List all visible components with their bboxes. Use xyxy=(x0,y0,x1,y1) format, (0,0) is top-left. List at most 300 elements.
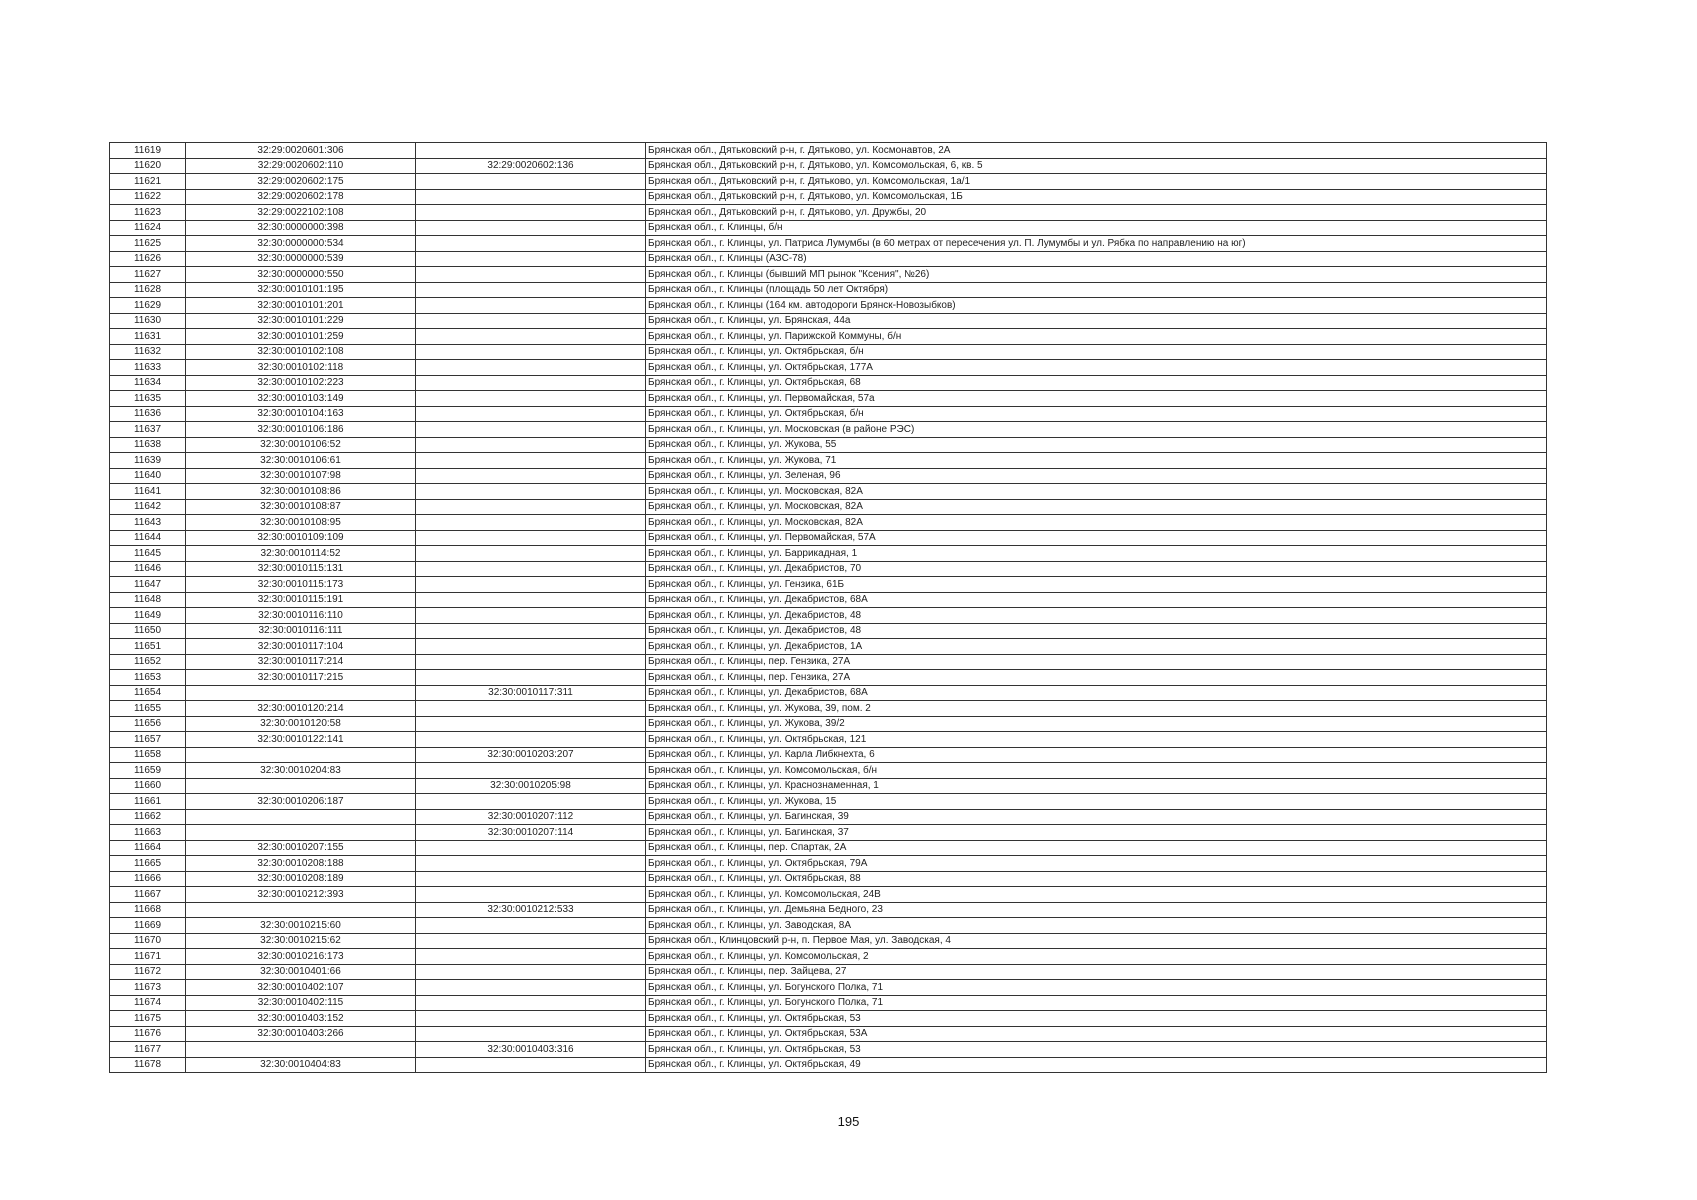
cadastral-number-cell: 32:30:0010120:58 xyxy=(186,716,416,732)
table-row xyxy=(110,778,1547,794)
property-table xyxy=(109,142,1547,1073)
row-number-cell: 11665 xyxy=(110,856,186,872)
building-cadastral-number-cell xyxy=(416,639,646,655)
address-cell: Брянская обл., г. Клинцы, ул. Жукова, 55 xyxy=(646,437,1547,453)
table-row xyxy=(110,685,1547,701)
cadastral-number-cell: 32:30:0010212:393 xyxy=(186,887,416,903)
cadastral-number-cell: 32:30:0010403:266 xyxy=(186,1026,416,1042)
building-cadastral-number-cell xyxy=(416,577,646,593)
building-cadastral-number-cell xyxy=(416,1057,646,1073)
row-number-cell: 11631 xyxy=(110,329,186,345)
row-number-cell: 11663 xyxy=(110,825,186,841)
building-cadastral-number-cell xyxy=(416,391,646,407)
cadastral-number-cell: 32:30:0010108:86 xyxy=(186,484,416,500)
table-row xyxy=(110,174,1547,190)
building-cadastral-number-cell xyxy=(416,918,646,934)
table-row xyxy=(110,592,1547,608)
cadastral-number-cell: 32:30:0010114:52 xyxy=(186,546,416,562)
table-row xyxy=(110,313,1547,329)
address-cell: Брянская обл., г. Клинцы, ул. Декабристов, 48 xyxy=(646,623,1547,639)
row-number-cell: 11664 xyxy=(110,840,186,856)
table-row xyxy=(110,158,1547,174)
building-cadastral-number-cell xyxy=(416,406,646,422)
building-cadastral-number-cell xyxy=(416,716,646,732)
cadastral-number-cell: 32:30:0010116:110 xyxy=(186,608,416,624)
address-cell: Брянская обл., г. Клинцы, ул. Демьяна Бедного, 23 xyxy=(646,902,1547,918)
row-number-cell: 11619 xyxy=(110,143,186,159)
address-cell: Брянская обл., г. Клинцы, ул. Октябрьская, 88 xyxy=(646,871,1547,887)
address-cell: Брянская обл., г. Клинцы, ул. Первомайская, 57А xyxy=(646,530,1547,546)
cadastral-number-cell: 32:30:0010206:187 xyxy=(186,794,416,810)
table-row xyxy=(110,918,1547,934)
table-row xyxy=(110,980,1547,996)
building-cadastral-number-cell xyxy=(416,995,646,1011)
row-number-cell: 11650 xyxy=(110,623,186,639)
row-number-cell: 11630 xyxy=(110,313,186,329)
building-cadastral-number-cell xyxy=(416,732,646,748)
row-number-cell: 11643 xyxy=(110,515,186,531)
building-cadastral-number-cell: 32:30:0010203:207 xyxy=(416,747,646,763)
building-cadastral-number-cell xyxy=(416,670,646,686)
row-number-cell: 11634 xyxy=(110,375,186,391)
table-row xyxy=(110,639,1547,655)
address-cell: Брянская обл., Дятьковский р-н, г. Дятьково, ул. Комсомольская, 6, кв. 5 xyxy=(646,158,1547,174)
address-cell: Брянская обл., г. Клинцы, ул. Парижской Коммуны, б/н xyxy=(646,329,1547,345)
row-number-cell: 11673 xyxy=(110,980,186,996)
table-row xyxy=(110,949,1547,965)
address-cell: Брянская обл., г. Клинцы, ул. Гензика, 61Б xyxy=(646,577,1547,593)
row-number-cell: 11647 xyxy=(110,577,186,593)
cadastral-number-cell: 32:30:0010204:83 xyxy=(186,763,416,779)
table-row xyxy=(110,1057,1547,1073)
cadastral-number-cell: 32:30:0010403:152 xyxy=(186,1011,416,1027)
row-number-cell: 11642 xyxy=(110,499,186,515)
address-cell: Брянская обл., г. Клинцы, ул. Комсомольская, 2 xyxy=(646,949,1547,965)
cadastral-number-cell: 32:30:0000000:398 xyxy=(186,220,416,236)
row-number-cell: 11641 xyxy=(110,484,186,500)
cadastral-number-cell: 32:30:0010207:155 xyxy=(186,840,416,856)
row-number-cell: 11640 xyxy=(110,468,186,484)
row-number-cell: 11662 xyxy=(110,809,186,825)
row-number-cell: 11635 xyxy=(110,391,186,407)
table-row xyxy=(110,871,1547,887)
row-number-cell: 11667 xyxy=(110,887,186,903)
address-cell: Брянская обл., г. Клинцы, ул. Октябрьская, 68 xyxy=(646,375,1547,391)
building-cadastral-number-cell xyxy=(416,592,646,608)
building-cadastral-number-cell xyxy=(416,701,646,717)
table-row xyxy=(110,453,1547,469)
cadastral-number-cell: 32:30:0000000:534 xyxy=(186,236,416,252)
building-cadastral-number-cell xyxy=(416,267,646,283)
cadastral-number-cell: 32:30:0000000:539 xyxy=(186,251,416,267)
building-cadastral-number-cell: 32:30:0010205:98 xyxy=(416,778,646,794)
table-row xyxy=(110,763,1547,779)
building-cadastral-number-cell xyxy=(416,453,646,469)
table-row xyxy=(110,298,1547,314)
table-row xyxy=(110,1011,1547,1027)
address-cell: Брянская обл., г. Клинцы, ул. Карла Либкнехта, 6 xyxy=(646,747,1547,763)
address-cell: Брянская обл., г. Клинцы, ул. Багинская, 37 xyxy=(646,825,1547,841)
table-row xyxy=(110,251,1547,267)
table-row xyxy=(110,375,1547,391)
cadastral-number-cell: 32:30:0010101:201 xyxy=(186,298,416,314)
cadastral-number-cell: 32:30:0010117:104 xyxy=(186,639,416,655)
row-number-cell: 11678 xyxy=(110,1057,186,1073)
cadastral-number-cell: 32:30:0010109:109 xyxy=(186,530,416,546)
cadastral-number-cell: 32:30:0010106:52 xyxy=(186,437,416,453)
cadastral-number-cell: 32:30:0010102:118 xyxy=(186,360,416,376)
table-row xyxy=(110,623,1547,639)
building-cadastral-number-cell xyxy=(416,422,646,438)
address-cell: Брянская обл., г. Клинцы, б/н xyxy=(646,220,1547,236)
table-row xyxy=(110,670,1547,686)
table-row xyxy=(110,515,1547,531)
cadastral-number-cell: 32:30:0010108:95 xyxy=(186,515,416,531)
cadastral-number-cell: 32:30:0010115:173 xyxy=(186,577,416,593)
cadastral-number-cell: 32:30:0010402:107 xyxy=(186,980,416,996)
address-cell: Брянская обл., г. Клинцы, ул. Декабристов, 68А xyxy=(646,685,1547,701)
address-cell: Брянская обл., Дятьковский р-н, г. Дятьково, ул. Комсомольская, 1а/1 xyxy=(646,174,1547,190)
building-cadastral-number-cell xyxy=(416,1026,646,1042)
building-cadastral-number-cell xyxy=(416,654,646,670)
cadastral-number-cell: 32:30:0010404:83 xyxy=(186,1057,416,1073)
address-cell: Брянская обл., г. Клинцы, ул. Богунского Полка, 71 xyxy=(646,995,1547,1011)
cadastral-number-cell: 32:29:0020601:306 xyxy=(186,143,416,159)
row-number-cell: 11633 xyxy=(110,360,186,376)
row-number-cell: 11627 xyxy=(110,267,186,283)
address-cell: Брянская обл., г. Клинцы, ул. Октябрьская, 79А xyxy=(646,856,1547,872)
cadastral-number-cell: 32:29:0020602:110 xyxy=(186,158,416,174)
table-row xyxy=(110,484,1547,500)
row-number-cell: 11626 xyxy=(110,251,186,267)
building-cadastral-number-cell xyxy=(416,794,646,810)
cadastral-number-cell: 32:30:0010108:87 xyxy=(186,499,416,515)
building-cadastral-number-cell: 32:29:0020602:136 xyxy=(416,158,646,174)
row-number-cell: 11632 xyxy=(110,344,186,360)
row-number-cell: 11646 xyxy=(110,561,186,577)
cadastral-number-cell xyxy=(186,747,416,763)
address-cell: Брянская обл., г. Клинцы, ул. Московская (в районе РЭС) xyxy=(646,422,1547,438)
building-cadastral-number-cell xyxy=(416,763,646,779)
cadastral-number-cell xyxy=(186,778,416,794)
cadastral-number-cell: 32:29:0020602:175 xyxy=(186,174,416,190)
building-cadastral-number-cell xyxy=(416,174,646,190)
building-cadastral-number-cell xyxy=(416,484,646,500)
building-cadastral-number-cell xyxy=(416,468,646,484)
row-number-cell: 11656 xyxy=(110,716,186,732)
address-cell: Брянская обл., г. Клинцы, ул. Октябрьская, 49 xyxy=(646,1057,1547,1073)
address-cell: Брянская обл., Дятьковский р-н, г. Дятьково, ул. Космонавтов, 2А xyxy=(646,143,1547,159)
row-number-cell: 11645 xyxy=(110,546,186,562)
row-number-cell: 11669 xyxy=(110,918,186,934)
building-cadastral-number-cell xyxy=(416,298,646,314)
address-cell: Брянская обл., г. Клинцы, ул. Октябрьская, 53 xyxy=(646,1042,1547,1058)
address-cell: Брянская обл., г. Клинцы, ул. Октябрьская, б/н xyxy=(646,406,1547,422)
address-cell: Брянская обл., г. Клинцы, ул. Первомайская, 57а xyxy=(646,391,1547,407)
table-row xyxy=(110,716,1547,732)
address-cell: Брянская обл., г. Клинцы (АЗС-78) xyxy=(646,251,1547,267)
cadastral-number-cell: 32:30:0010215:62 xyxy=(186,933,416,949)
cadastral-number-cell: 32:30:0000000:550 xyxy=(186,267,416,283)
cadastral-number-cell: 32:30:0010115:131 xyxy=(186,561,416,577)
building-cadastral-number-cell xyxy=(416,375,646,391)
row-number-cell: 11672 xyxy=(110,964,186,980)
cadastral-number-cell: 32:30:0010208:188 xyxy=(186,856,416,872)
address-cell: Брянская обл., г. Клинцы, пер. Зайцева, 27 xyxy=(646,964,1547,980)
row-number-cell: 11639 xyxy=(110,453,186,469)
cadastral-number-cell: 32:30:0010101:229 xyxy=(186,313,416,329)
cadastral-number-cell: 32:30:0010103:149 xyxy=(186,391,416,407)
table-row xyxy=(110,809,1547,825)
table-row xyxy=(110,282,1547,298)
row-number-cell: 11659 xyxy=(110,763,186,779)
table-body xyxy=(110,143,1547,1073)
table-row xyxy=(110,840,1547,856)
cadastral-number-cell xyxy=(186,685,416,701)
table-row xyxy=(110,964,1547,980)
table-row xyxy=(110,1026,1547,1042)
building-cadastral-number-cell xyxy=(416,282,646,298)
table-row xyxy=(110,608,1547,624)
row-number-cell: 11658 xyxy=(110,747,186,763)
cadastral-number-cell: 32:29:0022102:108 xyxy=(186,205,416,221)
address-cell: Брянская обл., г. Клинцы, пер. Гензика, 27А xyxy=(646,654,1547,670)
table-row xyxy=(110,205,1547,221)
building-cadastral-number-cell xyxy=(416,1011,646,1027)
cadastral-number-cell xyxy=(186,1042,416,1058)
address-cell: Брянская обл., г. Клинцы, ул. Московская, 82А xyxy=(646,499,1547,515)
address-cell: Брянская обл., г. Клинцы, ул. Заводская, 8А xyxy=(646,918,1547,934)
building-cadastral-number-cell: 32:30:0010207:112 xyxy=(416,809,646,825)
address-cell: Брянская обл., г. Клинцы, ул. Октябрьская, 177А xyxy=(646,360,1547,376)
row-number-cell: 11652 xyxy=(110,654,186,670)
row-number-cell: 11625 xyxy=(110,236,186,252)
row-number-cell: 11651 xyxy=(110,639,186,655)
table-row xyxy=(110,747,1547,763)
table-row xyxy=(110,236,1547,252)
address-cell: Брянская обл., г. Клинцы, ул. Жукова, 39, пом. 2 xyxy=(646,701,1547,717)
table-row xyxy=(110,530,1547,546)
cadastral-number-cell: 32:30:0010106:186 xyxy=(186,422,416,438)
row-number-cell: 11636 xyxy=(110,406,186,422)
building-cadastral-number-cell xyxy=(416,499,646,515)
table-row xyxy=(110,406,1547,422)
table-row xyxy=(110,577,1547,593)
address-cell: Брянская обл., г. Клинцы (164 км. автодороги Брянск-Новозыбков) xyxy=(646,298,1547,314)
cadastral-number-cell: 32:30:0010120:214 xyxy=(186,701,416,717)
table-row xyxy=(110,143,1547,159)
building-cadastral-number-cell xyxy=(416,856,646,872)
cadastral-number-cell: 32:30:0010402:115 xyxy=(186,995,416,1011)
row-number-cell: 11620 xyxy=(110,158,186,174)
row-number-cell: 11675 xyxy=(110,1011,186,1027)
table-row xyxy=(110,794,1547,810)
building-cadastral-number-cell: 32:30:0010207:114 xyxy=(416,825,646,841)
building-cadastral-number-cell xyxy=(416,437,646,453)
table-row xyxy=(110,360,1547,376)
cadastral-number-cell: 32:30:0010122:141 xyxy=(186,732,416,748)
address-cell: Брянская обл., г. Клинцы, ул. Жукова, 15 xyxy=(646,794,1547,810)
row-number-cell: 11668 xyxy=(110,902,186,918)
cadastral-number-cell: 32:30:0010102:223 xyxy=(186,375,416,391)
row-number-cell: 11677 xyxy=(110,1042,186,1058)
row-number-cell: 11648 xyxy=(110,592,186,608)
cadastral-number-cell: 32:30:0010106:61 xyxy=(186,453,416,469)
address-cell: Брянская обл., г. Клинцы, ул. Октябрьская, 53 xyxy=(646,1011,1547,1027)
address-cell: Брянская обл., г. Клинцы, ул. Багинская, 39 xyxy=(646,809,1547,825)
row-number-cell: 11649 xyxy=(110,608,186,624)
cadastral-number-cell xyxy=(186,825,416,841)
table-row xyxy=(110,825,1547,841)
table-row xyxy=(110,267,1547,283)
row-number-cell: 11653 xyxy=(110,670,186,686)
building-cadastral-number-cell xyxy=(416,329,646,345)
row-number-cell: 11654 xyxy=(110,685,186,701)
row-number-cell: 11661 xyxy=(110,794,186,810)
address-cell: Брянская обл., г. Клинцы, ул. Октябрьская, б/н xyxy=(646,344,1547,360)
cadastral-number-cell xyxy=(186,809,416,825)
cadastral-number-cell: 32:30:0010215:60 xyxy=(186,918,416,934)
row-number-cell: 11622 xyxy=(110,189,186,205)
building-cadastral-number-cell xyxy=(416,344,646,360)
table-row xyxy=(110,329,1547,345)
address-cell: Брянская обл., г. Клинцы (площадь 50 лет Октября) xyxy=(646,282,1547,298)
building-cadastral-number-cell xyxy=(416,840,646,856)
cadastral-number-cell: 32:30:0010115:191 xyxy=(186,592,416,608)
building-cadastral-number-cell xyxy=(416,205,646,221)
building-cadastral-number-cell xyxy=(416,360,646,376)
address-cell: Брянская обл., г. Клинцы, ул. Московская, 82А xyxy=(646,515,1547,531)
building-cadastral-number-cell xyxy=(416,546,646,562)
address-cell: Брянская обл., г. Клинцы, ул. Краснознаменная, 1 xyxy=(646,778,1547,794)
row-number-cell: 11674 xyxy=(110,995,186,1011)
address-cell: Брянская обл., г. Клинцы, ул. Зеленая, 96 xyxy=(646,468,1547,484)
row-number-cell: 11676 xyxy=(110,1026,186,1042)
row-number-cell: 11628 xyxy=(110,282,186,298)
table-row xyxy=(110,933,1547,949)
table-row xyxy=(110,887,1547,903)
building-cadastral-number-cell xyxy=(416,980,646,996)
table-row xyxy=(110,856,1547,872)
building-cadastral-number-cell xyxy=(416,871,646,887)
cadastral-number-cell: 32:30:0010101:195 xyxy=(186,282,416,298)
row-number-cell: 11623 xyxy=(110,205,186,221)
cadastral-number-cell: 32:30:0010401:66 xyxy=(186,964,416,980)
building-cadastral-number-cell: 32:30:0010212:533 xyxy=(416,902,646,918)
page-number: 195 xyxy=(837,1114,860,1129)
cadastral-number-cell: 32:30:0010102:108 xyxy=(186,344,416,360)
building-cadastral-number-cell xyxy=(416,623,646,639)
row-number-cell: 11637 xyxy=(110,422,186,438)
building-cadastral-number-cell xyxy=(416,236,646,252)
cadastral-number-cell xyxy=(186,902,416,918)
table-row xyxy=(110,499,1547,515)
table-row xyxy=(110,1042,1547,1058)
address-cell: Брянская обл., г. Клинцы, ул. Московская, 82А xyxy=(646,484,1547,500)
table-row xyxy=(110,220,1547,236)
cadastral-number-cell: 32:30:0010116:111 xyxy=(186,623,416,639)
cadastral-number-cell: 32:30:0010208:189 xyxy=(186,871,416,887)
address-cell: Брянская обл., г. Клинцы, ул. Жукова, 39/2 xyxy=(646,716,1547,732)
building-cadastral-number-cell xyxy=(416,251,646,267)
table-row xyxy=(110,344,1547,360)
building-cadastral-number-cell xyxy=(416,313,646,329)
cadastral-number-cell: 32:30:0010216:173 xyxy=(186,949,416,965)
address-cell: Брянская обл., г. Клинцы, ул. Комсомольская, 24В xyxy=(646,887,1547,903)
cadastral-number-cell: 32:30:0010107:98 xyxy=(186,468,416,484)
row-number-cell: 11666 xyxy=(110,871,186,887)
building-cadastral-number-cell xyxy=(416,561,646,577)
row-number-cell: 11655 xyxy=(110,701,186,717)
cadastral-number-cell: 32:30:0010117:214 xyxy=(186,654,416,670)
address-cell: Брянская обл., г. Клинцы, ул. Баррикадная, 1 xyxy=(646,546,1547,562)
table-row xyxy=(110,902,1547,918)
address-cell: Брянская обл., г. Клинцы, ул. Жукова, 71 xyxy=(646,453,1547,469)
row-number-cell: 11660 xyxy=(110,778,186,794)
table-row xyxy=(110,732,1547,748)
row-number-cell: 11644 xyxy=(110,530,186,546)
address-cell: Брянская обл., Клинцовский р-н, п. Первое Мая, ул. Заводская, 4 xyxy=(646,933,1547,949)
row-number-cell: 11629 xyxy=(110,298,186,314)
building-cadastral-number-cell xyxy=(416,515,646,531)
address-cell: Брянская обл., Дятьковский р-н, г. Дятьково, ул. Комсомольская, 1Б xyxy=(646,189,1547,205)
row-number-cell: 11638 xyxy=(110,437,186,453)
table-row xyxy=(110,701,1547,717)
address-cell: Брянская обл., г. Клинцы, ул. Октябрьская, 53А xyxy=(646,1026,1547,1042)
table-row xyxy=(110,189,1547,205)
address-cell: Брянская обл., г. Клинцы, пер. Гензика, 27А xyxy=(646,670,1547,686)
address-cell: Брянская обл., г. Клинцы, ул. Декабристов, 70 xyxy=(646,561,1547,577)
table-row xyxy=(110,995,1547,1011)
address-cell: Брянская обл., г. Клинцы (бывший МП рынок "Ксения", №26) xyxy=(646,267,1547,283)
address-cell: Брянская обл., г. Клинцы, ул. Декабристов, 1А xyxy=(646,639,1547,655)
building-cadastral-number-cell xyxy=(416,220,646,236)
building-cadastral-number-cell xyxy=(416,887,646,903)
cadastral-number-cell: 32:29:0020602:178 xyxy=(186,189,416,205)
address-cell: Брянская обл., г. Клинцы, ул. Октябрьская, 121 xyxy=(646,732,1547,748)
address-cell: Брянская обл., г. Клинцы, пер. Спартак, 2А xyxy=(646,840,1547,856)
address-cell: Брянская обл., г. Клинцы, ул. Декабристов, 68А xyxy=(646,592,1547,608)
building-cadastral-number-cell xyxy=(416,964,646,980)
cadastral-number-cell: 32:30:0010117:215 xyxy=(186,670,416,686)
table-row xyxy=(110,391,1547,407)
address-cell: Брянская обл., г. Клинцы, ул. Патриса Лумумбы (в 60 метрах от пересечения ул. П. Лумумбы и ул. Рябка по направлению на юг) xyxy=(646,236,1547,252)
building-cadastral-number-cell xyxy=(416,608,646,624)
table-row xyxy=(110,654,1547,670)
address-cell: Брянская обл., г. Клинцы, ул. Богунского Полка, 71 xyxy=(646,980,1547,996)
cadastral-number-cell: 32:30:0010104:163 xyxy=(186,406,416,422)
table-row xyxy=(110,546,1547,562)
row-number-cell: 11621 xyxy=(110,174,186,190)
building-cadastral-number-cell xyxy=(416,143,646,159)
row-number-cell: 11670 xyxy=(110,933,186,949)
table-row xyxy=(110,468,1547,484)
table-row xyxy=(110,422,1547,438)
row-number-cell: 11671 xyxy=(110,949,186,965)
row-number-cell: 11624 xyxy=(110,220,186,236)
address-cell: Брянская обл., г. Клинцы, ул. Брянская, 44а xyxy=(646,313,1547,329)
building-cadastral-number-cell xyxy=(416,949,646,965)
building-cadastral-number-cell xyxy=(416,530,646,546)
table-row xyxy=(110,561,1547,577)
table-row xyxy=(110,437,1547,453)
cadastral-number-cell: 32:30:0010101:259 xyxy=(186,329,416,345)
row-number-cell: 11657 xyxy=(110,732,186,748)
address-cell: Брянская обл., г. Клинцы, ул. Комсомольская, б/н xyxy=(646,763,1547,779)
building-cadastral-number-cell: 32:30:0010117:311 xyxy=(416,685,646,701)
building-cadastral-number-cell xyxy=(416,933,646,949)
address-cell: Брянская обл., Дятьковский р-н, г. Дятьково, ул. Дружбы, 20 xyxy=(646,205,1547,221)
